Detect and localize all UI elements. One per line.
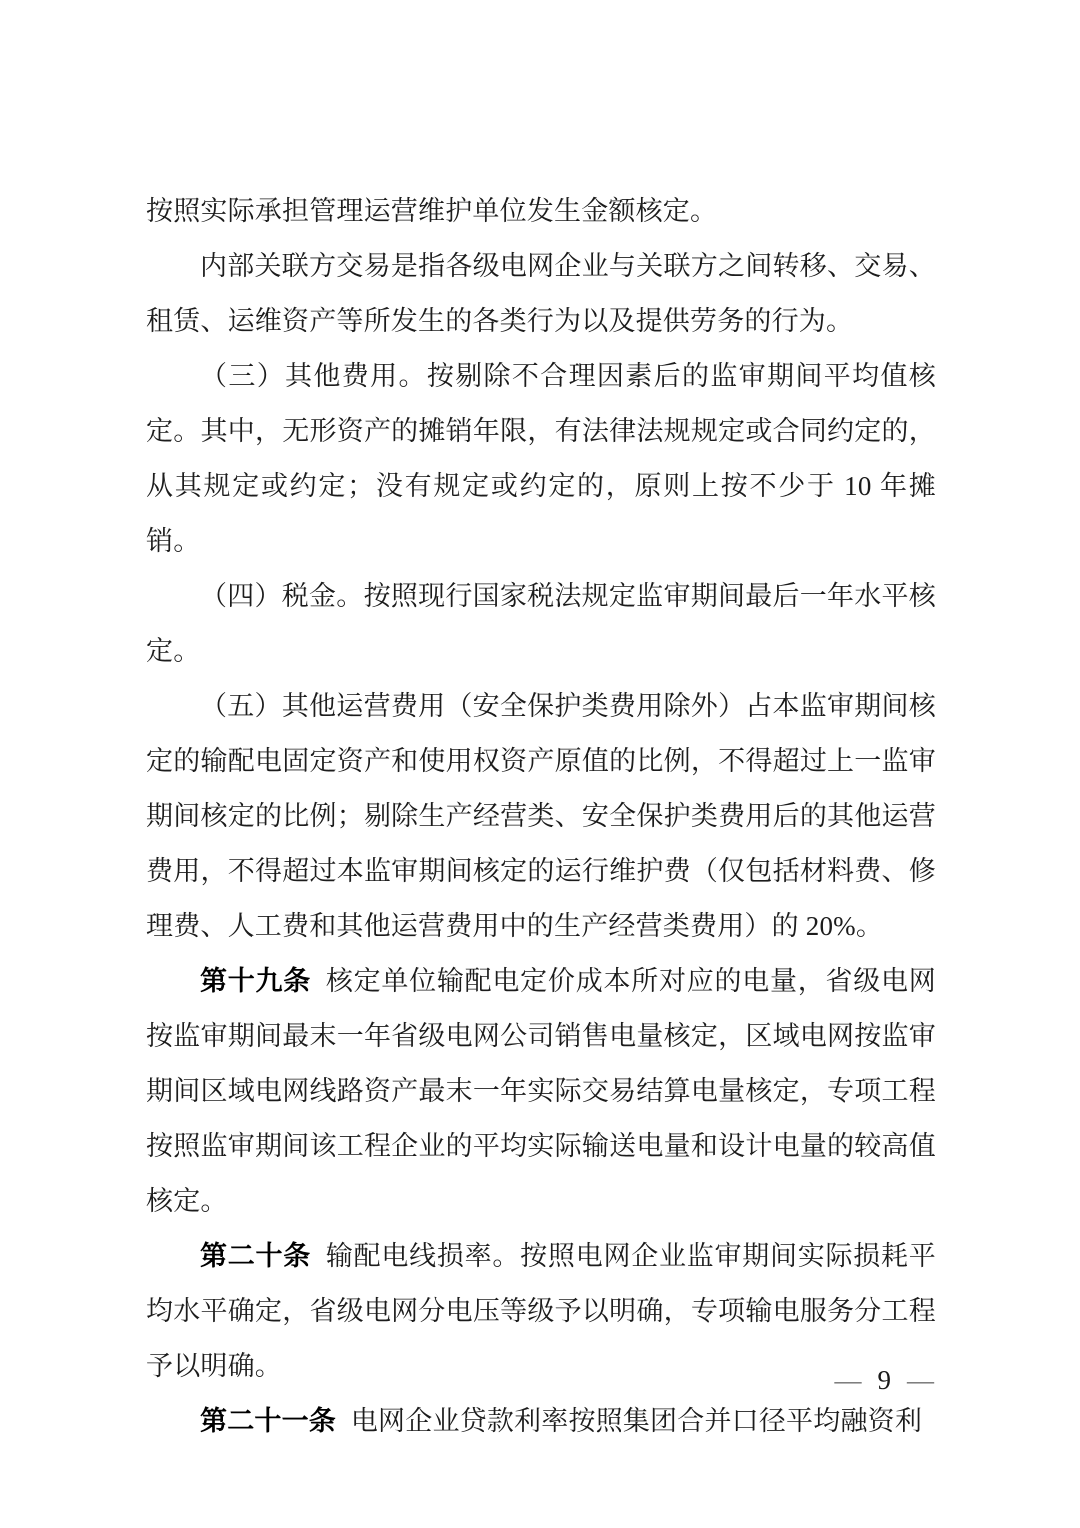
page-number-value: 9 [877, 1365, 891, 1395]
paragraph-article-19 [146, 954, 936, 1229]
document-body [146, 184, 936, 1449]
paragraph-item-4-taxes: （四）税金。按照现行国家税法规定监审期间最后一年水平核定。 [146, 581, 936, 666]
page-number-dash-left: — [834, 1365, 862, 1395]
article-21-term: 第二十一条 [200, 1406, 336, 1436]
paragraph-item-3-other-fees: （三）其他费用。按剔除不合理因素后的监审期间平均值核定。其中，无形资产的摊销年限，有法律法规规定或合同约定的，从其规定或约定；没有规定或约定的，原则上按不少于 10 年摊销。 [146, 361, 936, 556]
article-19-term: 第十九条 [200, 966, 312, 996]
paragraph-article-20 [146, 1229, 936, 1394]
article-20-term: 第二十条 [200, 1241, 312, 1271]
paragraph-article-21 [146, 1394, 936, 1449]
article-20-text: 输配电线损率。按照电网企业监审期间实际损耗平均水平确定，省级电网分电压等级予以明确，专项输电服务分工程予以明确。 [146, 1241, 936, 1381]
article-19-text: 核定单位输配电定价成本所对应的电量，省级电网按监审期间最末一年省级电网公司销售电量核定，区域电网按监审期间区域电网线路资产最末一年实际交易结算电量核定，专项工程按照监审期间该工程企业的平均实际输送电量和设计电量的较高值核定。 [146, 966, 936, 1216]
paragraph-item-5-other-operating-costs: （五）其他运营费用（安全保护类费用除外）占本监审期间核定的输配电固定资产和使用权资产原值的比例，不得超过上一监审期间核定的比例；剔除生产经营类、安全保护类费用后的其他运营费用，不得超过本监审期间核定的运行维护费（仅包括材料费、修理费、人工费和其他运营费用中的生产经营类费用）的 20%。 [146, 691, 936, 941]
page-number-dash-right: — [907, 1365, 934, 1395]
article-21-text: 电网企业贷款利率按照集团合并口径平均融资利 [350, 1406, 923, 1436]
paragraph-related-party-transactions: 内部关联方交易是指各级电网企业与关联方之间转移、交易、租赁、运维资产等所发生的各类行为以及提供劳务的行为。 [146, 251, 936, 336]
paragraph-continuation: 按照实际承担管理运营维护单位发生金额核定。 [146, 196, 718, 226]
page-number [835, 1364, 935, 1396]
